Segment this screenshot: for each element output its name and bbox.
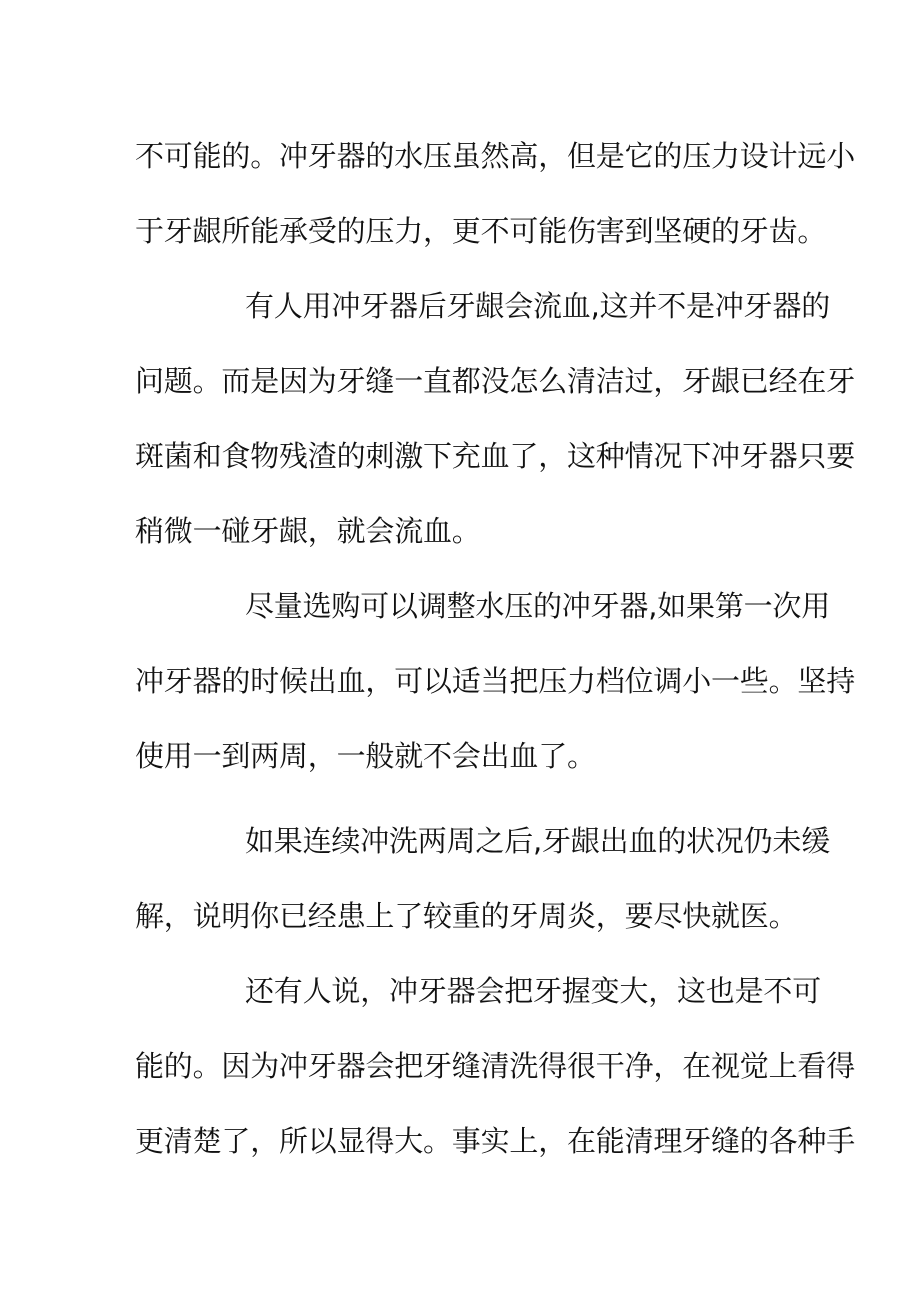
paragraph-first-line: 还有人说，冲牙器会把牙握变大，这也是不可 — [245, 974, 822, 1008]
text-line: 斑菌和食物残渣的刺激下充血了，这种情况下冲牙器只要 — [135, 439, 856, 473]
paragraph-first-line: 有人用冲牙器后牙龈会流血,这并不是冲牙器的 — [245, 289, 831, 323]
text-line: 更清楚了，所以显得大。事实上，在能清理牙缝的各种手 — [135, 1124, 856, 1158]
paragraph-first-line: 尽量选购可以调整水压的冲牙器,如果第一次用 — [245, 589, 831, 623]
text-line: 解，说明你已经患上了较重的牙周炎，要尽快就医。 — [135, 899, 798, 933]
text-line: 冲牙器的时候出血，可以适当把压力档位调小一些。坚持 — [135, 664, 856, 698]
text-line: 不可能的。冲牙器的水压虽然高，但是它的压力设计远小 — [135, 139, 856, 173]
text-line: 于牙龈所能承受的压力，更不可能伤害到坚硬的牙齿。 — [135, 214, 827, 248]
text-line: 稍微一碰牙龈，就会流血。 — [135, 514, 481, 548]
text-line: 能的。因为冲牙器会把牙缝清洗得很干净，在视觉上看得 — [135, 1049, 856, 1083]
text-line: 问题。而是因为牙缝一直都没怎么清洁过，牙龈已经在牙 — [135, 364, 856, 398]
text-line: 使用一到两周，一般就不会出血了。 — [135, 739, 596, 773]
paragraph-first-line: 如果连续冲洗两周之后,牙龈出血的状况仍未缓 — [245, 824, 831, 858]
